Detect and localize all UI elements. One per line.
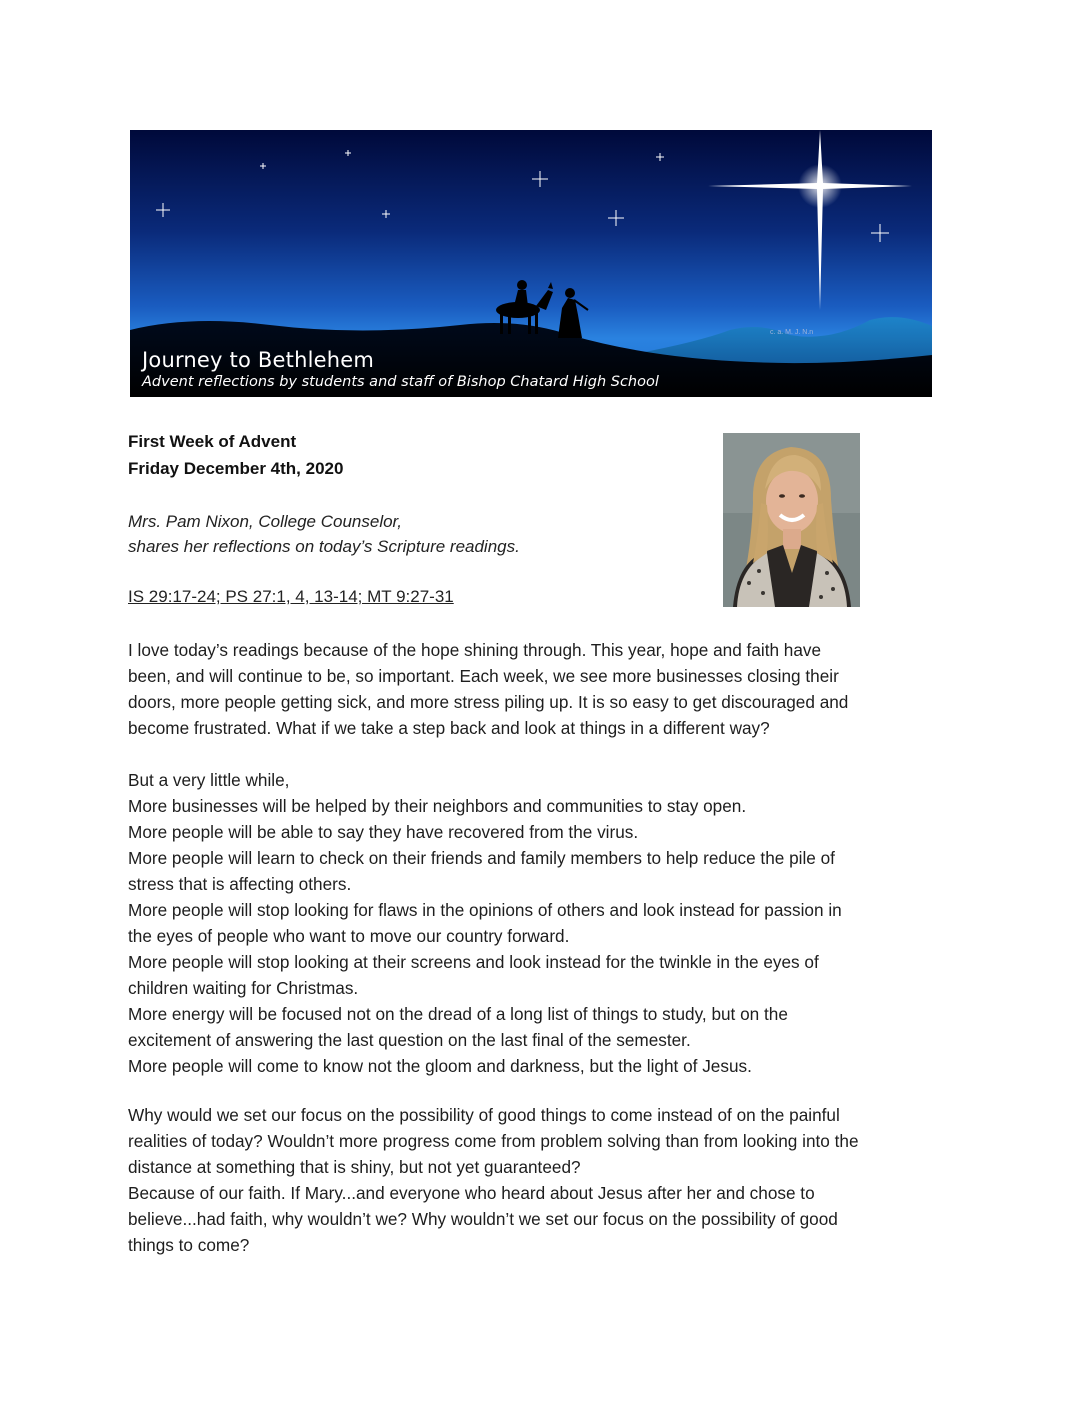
scripture-readings-link[interactable]: IS 29:17-24; PS 27:1, 4, 13-14; MT 9:27-31 — [128, 587, 454, 606]
artist-signature: c. a. M. J. N.n — [770, 329, 814, 336]
paragraph-line: believe...had faith, why wouldn’t we? Why wouldn’t we set our focus on the possibility of good — [128, 1209, 838, 1229]
paragraph-line: More people will learn to check on their friends and family members to help reduce the pile of — [128, 848, 835, 868]
journey-banner — [130, 130, 932, 397]
date-heading: Friday December 4th, 2020 — [128, 459, 344, 478]
paragraph-line: More people will stop looking for flaws in the opinions of others and look instead for passion in — [128, 900, 842, 920]
author-description: shares her reflections on today’s Scripture readings. — [128, 537, 520, 556]
author-photo — [723, 433, 860, 607]
paragraph-line: been, and will continue to be, so important. Each week, we see more businesses closing their — [128, 666, 839, 686]
paragraph-line: But a very little while, — [128, 770, 290, 790]
portrait-image — [723, 433, 860, 607]
banner-subtitle: Advent reflections by students and staff of Bishop Chatard High School — [142, 374, 659, 390]
paragraph-line: More people will come to know not the gloom and darkness, but the light of Jesus. — [128, 1056, 752, 1076]
paragraph-line: Because of our faith. If Mary...and everyone who heard about Jesus after her and chose to — [128, 1183, 815, 1203]
author-line: Mrs. Pam Nixon, College Counselor, — [128, 512, 403, 531]
paragraph-line: More businesses will be helped by their neighbors and communities to stay open. — [128, 796, 747, 816]
paragraph-line: become frustrated. What if we take a step back and look at things in a different way? — [128, 718, 770, 738]
reflection-paragraph-3 — [128, 1102, 968, 1258]
paragraph-line: excitement of answering the last question on the last final of the semester. — [128, 1030, 691, 1050]
paragraph-line: I love today’s readings because of the hope shining through. This year, hope and faith have — [128, 640, 822, 660]
paragraph-line: the eyes of people who want to move our country forward. — [128, 926, 570, 946]
advent-week-heading: First Week of Advent — [128, 432, 297, 451]
paragraph-line: children waiting for Christmas. — [128, 978, 359, 998]
paragraph-line: distance at something that is shiny, but not yet guaranteed? — [128, 1157, 581, 1177]
bethlehem-star-icon — [708, 130, 912, 310]
small-stars — [156, 150, 889, 242]
paragraph-line: doors, more people getting sick, and more stress piling up. It is so easy to get discouraged and — [128, 692, 849, 712]
paragraph-line: realities of today? Wouldn’t more progress come from problem solving than from looking into the — [128, 1131, 859, 1151]
paragraph-line: things to come? — [128, 1235, 250, 1255]
reflection-paragraph-2 — [128, 767, 968, 1079]
reflection-paragraph-1 — [128, 637, 968, 741]
paragraph-line: More people will be able to say they have recovered from the virus. — [128, 822, 639, 842]
banner-title: Journey to Bethlehem — [142, 348, 375, 372]
paragraph-line: More people will stop looking at their screens and look instead for the twinkle in the eyes of — [128, 952, 819, 972]
paragraph-line: Why would we set our focus on the possibility of good things to come instead of on the painful — [128, 1105, 840, 1125]
paragraph-line: More energy will be focused not on the dread of a long list of things to study, but on the — [128, 1004, 788, 1024]
paragraph-line: stress that is affecting others. — [128, 874, 352, 894]
